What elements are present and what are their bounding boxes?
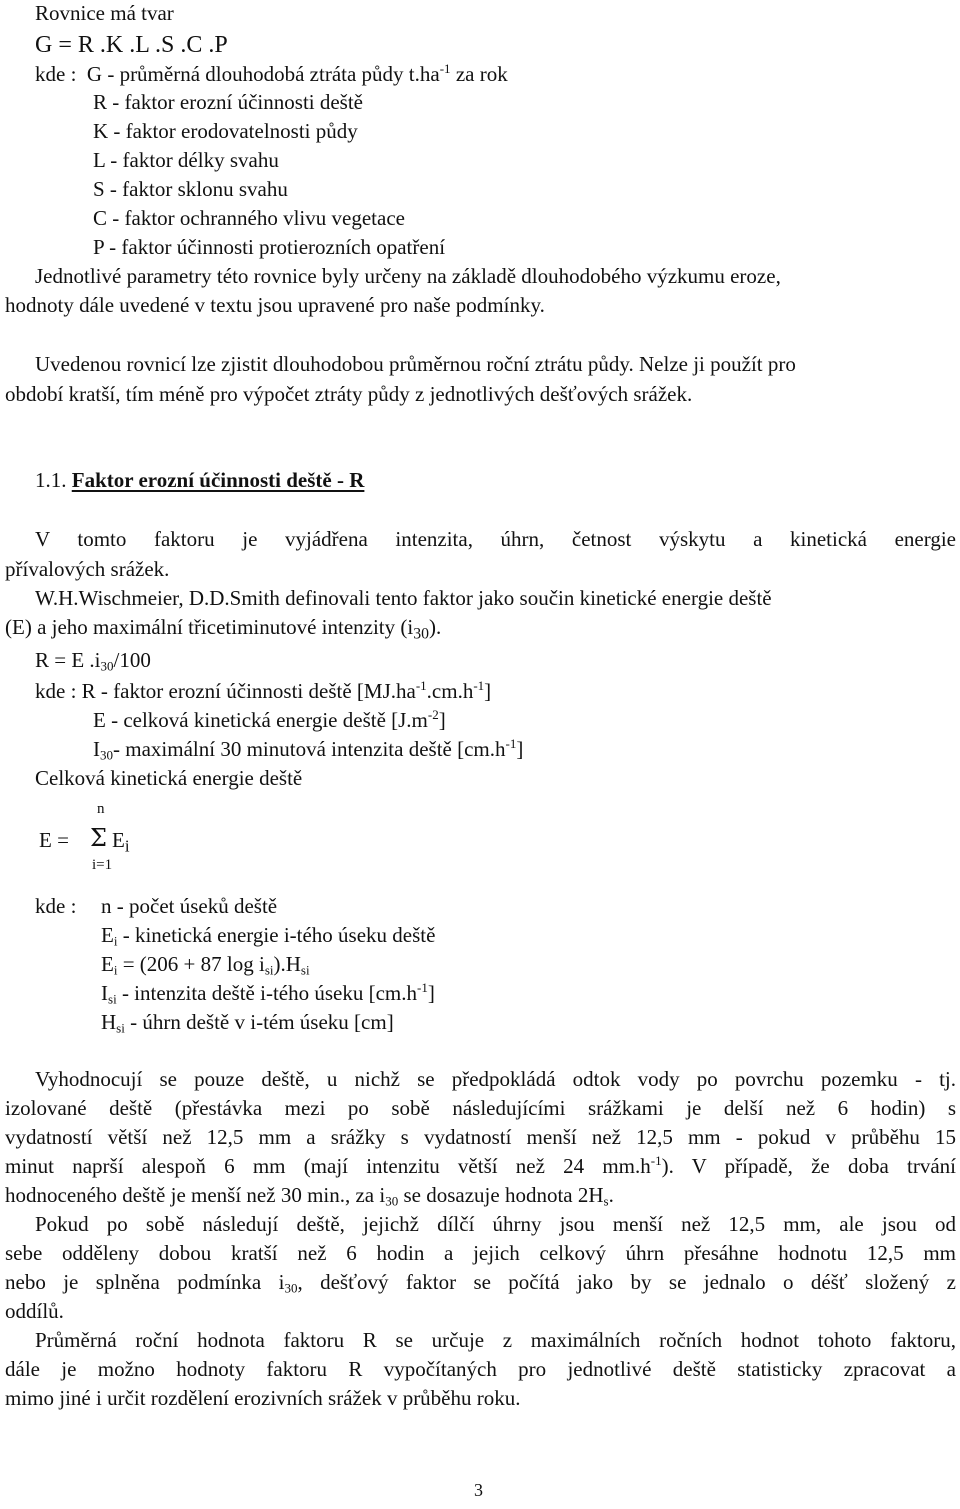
usle-equation: G = R .K .L .S .C .P [35,32,228,58]
closing-line: hodnoceného deště je menší než 30 min., za $i_{30}$ se dosazuje hodnota $2H_s$. [5,1183,614,1209]
definition-item: S - faktor sklonu svahu [93,177,288,201]
definition-hsi: $H_{si}$ - úhrn deště v i-tém úseku [cm] [101,1010,394,1036]
sum-upper-limit: n [97,801,105,817]
closing-line: oddílů. [5,1299,64,1323]
section-paragraph: V tomto faktoru je vyjádřena intenzita, úhrn, četnost výskytu a kinetická energie [35,527,956,551]
section-heading [35,470,364,491]
closing-line: Pokud po sobě následují deště, jejichž dílčí úhrny jsou menší než 12,5 mm, ale jsou od [35,1212,956,1236]
closing-line: Vyhodnocují se pouze deště, u nichž se předpokládá odtok vody po povrchu pozemku - tj. [35,1067,956,1091]
definition-i30: $I_{30}-$ maximální 30 minutová intenzita deště $[cm.h^{-1}]$ [93,735,524,763]
closing-line: dále je možno hodnoty faktoru R vypočítaných pro jednotlivé deště statisticky zpracovat a [5,1357,956,1381]
closing-line: vydatností větší než 12,5 mm a srážky s vydatností menší než 12,5 mm - pokud v průběhu 15 [5,1125,956,1149]
definition-r: kde : R - faktor erozní účinnosti deště $[MJ.ha^{-1}.cm.h^{-1}]$ [35,677,492,703]
paragraph-line: hodnoty dále uvedené v textu jsou upravené pro naše podmínky. [5,293,545,317]
formula-lhs: E = [39,828,69,852]
intro-heading: Rovnice má tvar [35,1,174,25]
closing-line: minut naprší alespoň 6 mm (mají intenzitu větší než 24 $mm.h^{-1}$). V případě, že doba trvání [5,1152,956,1178]
paragraph-line: W.H.Wischmeier, D.D.Smith definovali tento faktor jako součin kinetické energie deště [35,586,772,610]
definition-item: P - faktor účinnosti protierozních opatření [93,235,446,259]
definition-item: L - faktor délky svahu [93,148,279,172]
paragraph-line: období kratší, tím méně pro výpočet ztráty půdy z jednotlivých dešťových srážek. [5,382,693,406]
section-title: Faktor erozní účinnosti deště - R [71,468,365,492]
r-equation: R = E $.i_{30}/100$ [35,648,151,674]
definition-item: K - faktor erodovatelnosti půdy [93,119,358,143]
page-number: 3 [474,1480,483,1500]
definition-g: kde : G - průměrná dlouhodobá ztráta půdy $t.ha^{-1}$ za rok [35,60,508,86]
definition-e: E - celková kinetická energie deště $[J.m^{-2}]$ [93,706,446,732]
paragraph-line: Jednotlivé parametry této rovnice byly určeny na základě dlouhodobého výzkumu eroze, [35,264,781,288]
closing-line: izolované deště (přestávka mezi po sobě následujícími srážkami je delší než 6 hodin) s [5,1096,956,1120]
paragraph-line: (E) a jeho maximální třicetiminutové intenzity $(i_{30})$. [5,615,442,643]
definition-n: n - počet úseků deště [101,894,278,918]
paragraph-line: Uvedenou rovnicí lze zjistit dlouhodobou průměrnou roční ztrátu půdy. Nelze ji použít pro [35,352,796,376]
sigma-symbol: Σ [90,824,107,852]
paragraph-line: přívalových srážek. [5,557,170,581]
section-number: 1.1. [35,468,67,492]
energy-heading: Celková kinetická energie deště [35,766,303,790]
energy-equation: $E_i = (206 + 87$ $\log i_{si}).H_{si}$ [101,952,310,978]
definition-item: C - faktor ochranného vlivu vegetace [93,206,405,230]
formula-term: $E_i$ [112,828,130,856]
closing-line: nebo je splněna podmínka $i_{30}$, dešťový faktor se počítá jako by se jednalo o déšť složený z [5,1270,956,1296]
closing-line: Průměrná roční hodnota faktoru R se určuje z maximálních ročních hodnot tohoto faktoru, [35,1328,956,1352]
definition-item: R - faktor erozní účinnosti deště [93,90,364,114]
closing-line: sebe odděleny dobou kratší než 6 hodin a jejich celkový úhrn přesáhne hodnotu 12,5 mm [5,1241,956,1265]
definition-ei: $E_i$ - kinetická energie i-tého úseku deště [101,923,436,949]
definition-isi: $I_{si}$ - intenzita deště i-tého úseku $[cm.h^{-1}]$ [101,979,435,1007]
closing-line: mimo jiné i určit rozdělení erozivních srážek v průběhu roku. [5,1386,521,1410]
kde-label: kde : [35,894,77,918]
sum-lower-limit: i=1 [92,857,113,873]
